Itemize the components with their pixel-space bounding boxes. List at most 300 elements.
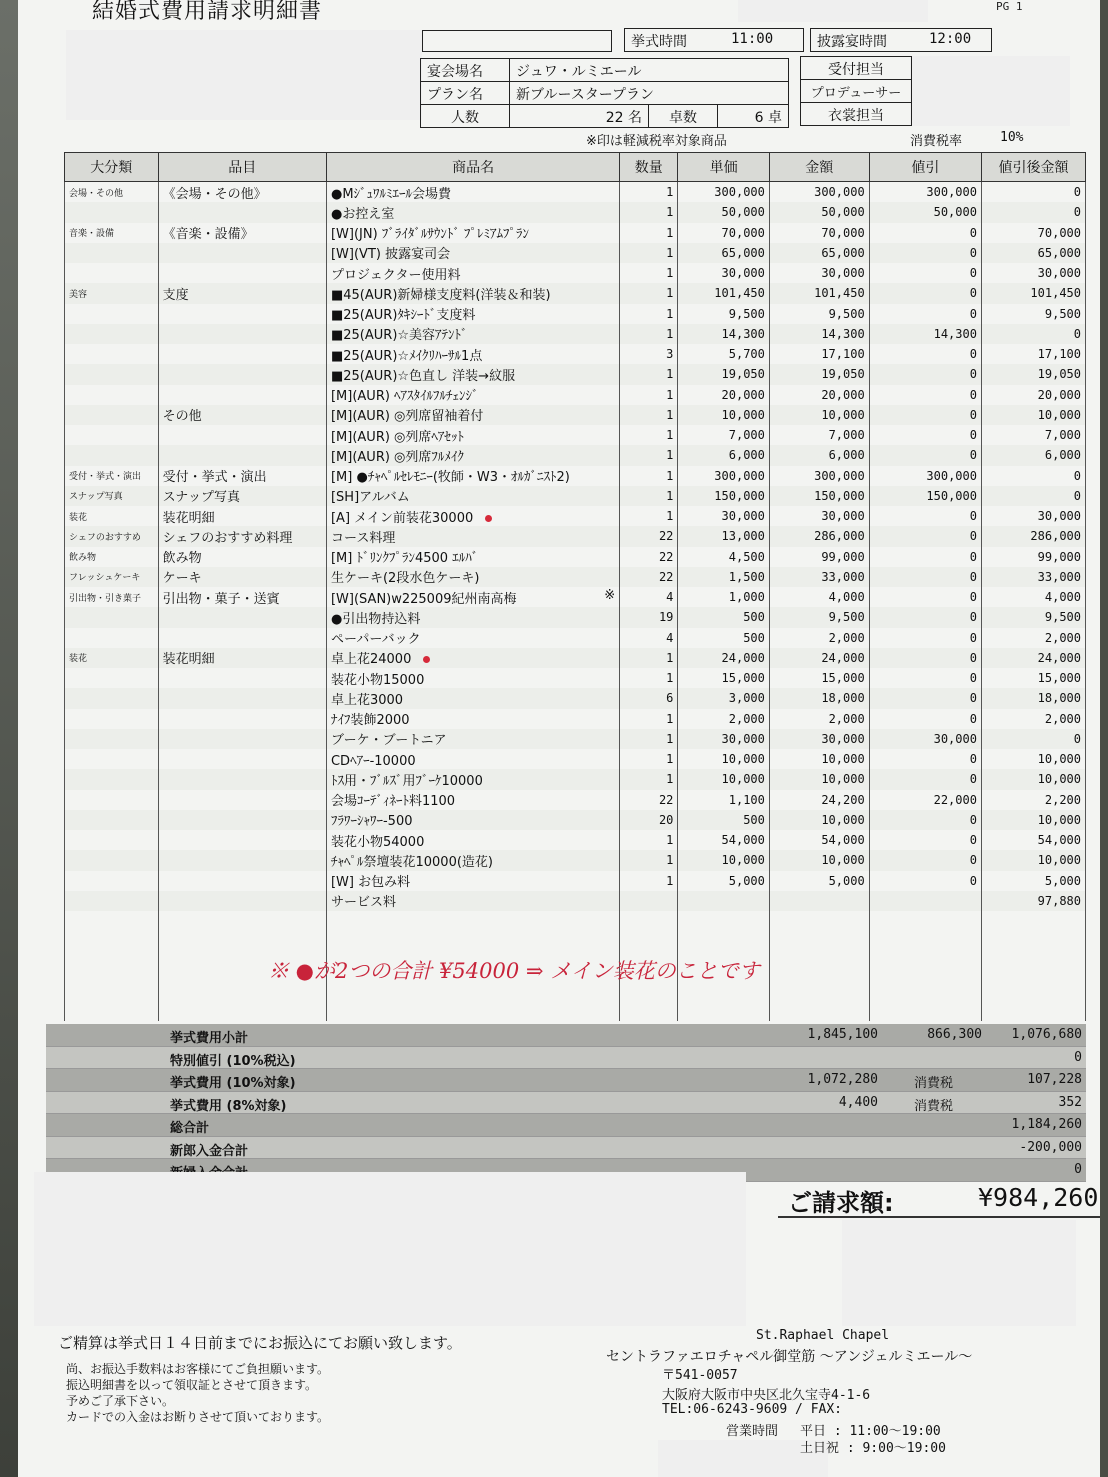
blank-cell [981,911,1085,933]
blank-box [422,30,612,52]
page-number: PG 1 [996,0,1023,13]
row-item [158,850,326,870]
row-net: 4,000 [981,587,1085,607]
row-net: 10,000 [981,749,1085,769]
row-product: [W](VT) 披露宴司会 [326,243,619,263]
row-net: 33,000 [981,567,1085,587]
row-qty: 1 [620,850,678,870]
row-qty: 4 [620,587,678,607]
venue-value: ジュワ・ルミエール [509,58,789,82]
row-product: コース料理 [326,526,619,546]
blank-cell [869,977,981,999]
row-net: 18,000 [981,688,1085,708]
row-category [65,405,159,425]
col-header-amount: 金額 [769,153,869,182]
row-net: 17,100 [981,344,1085,364]
blank-cell [981,933,1085,955]
row-amount: 24,200 [769,790,869,810]
row-item [158,304,326,324]
row-discount: 0 [869,547,981,567]
row-unit-price: 7,000 [678,425,769,445]
cost8-row [46,1092,1086,1115]
row-unit-price: 10,000 [678,749,769,769]
row-amount: 18,000 [769,688,869,708]
row-amount: 9,500 [769,607,869,627]
row-qty: 1 [620,830,678,850]
blank-cell [769,977,869,999]
row-product: ■25(AUR)☆ﾒｲｸﾘﾊｰｻﾙ1点 [326,344,619,364]
row-amount [769,891,869,911]
row-amount: 24,000 [769,648,869,668]
tax-rate-label: 消費税率 [910,134,963,149]
table-row [65,688,1086,708]
cost10-tax-label: 消費税 [914,1076,954,1091]
blank-cell [620,933,678,955]
row-qty: 1 [620,304,678,324]
row-net: 99,000 [981,547,1085,567]
row-category [65,729,159,749]
row-qty: 19 [620,607,678,627]
blank-cell [981,999,1085,1021]
special-discount-value: 0 [1074,1049,1082,1065]
row-unit-price [678,891,769,911]
row-item [158,769,326,789]
row-qty: 1 [620,648,678,668]
row-net: 10,000 [981,405,1085,425]
row-net: 286,000 [981,526,1085,546]
row-category: 装花 [65,648,159,668]
grand-total-value: 1,184,260 [1011,1117,1082,1132]
groom-payment-value: -200,000 [1019,1139,1082,1155]
row-product: ペーパーバック [326,628,619,648]
row-qty: 1 [620,445,678,465]
reception-time-label: 披露宴時間 [817,34,887,50]
row-amount: 70,000 [769,223,869,243]
row-discount: 22,000 [869,790,981,810]
row-discount: 14,300 [869,324,981,344]
row-qty: 1 [620,202,678,222]
table-row [65,385,1086,405]
row-discount: 0 [869,871,981,891]
row-qty: 22 [620,547,678,567]
redacted-customer-block [34,1172,746,1326]
row-product: ﾅｲﾌ装飾2000 [326,709,619,729]
row-amount: 30,000 [769,729,869,749]
row-category [65,202,159,222]
row-category: 装花 [65,506,159,526]
row-item [158,385,326,405]
row-product: [W] お包み料 [326,871,619,891]
row-discount: 30,000 [869,729,981,749]
col-header-net: 値引後金額 [981,153,1085,182]
row-item: 引出物・菓子・送賓 [158,587,326,607]
row-amount: 300,000 [769,466,869,486]
blank-cell [65,999,159,1021]
row-net: 9,500 [981,304,1085,324]
blank-cell [869,911,981,933]
row-item [158,324,326,344]
row-item [158,243,326,263]
row-product: 装花小物54000 [326,830,619,850]
row-amount: 10,000 [769,769,869,789]
red-dot-icon [423,656,430,663]
row-net: 20,000 [981,385,1085,405]
row-amount: 5,000 [769,871,869,891]
row-category: 引出物・引き菓子 [65,587,159,607]
row-category [65,810,159,830]
row-amount: 2,000 [769,709,869,729]
row-net: 101,450 [981,283,1085,303]
redacted-stamp-block [842,1220,1076,1326]
row-net: 19,050 [981,364,1085,384]
row-unit-price: 20,000 [678,385,769,405]
table-row [65,891,1086,911]
row-product: [W](JN) ﾌﾞﾗｲﾀﾞﾙｻｳﾝﾄﾞ ﾌﾟﾚﾐｱﾑﾌﾟﾗﾝ [326,223,619,243]
row-net: 10,000 [981,850,1085,870]
row-amount: 30,000 [769,506,869,526]
row-item [158,364,326,384]
row-discount: 50,000 [869,202,981,222]
blank-row [65,999,1086,1021]
row-amount: 14,300 [769,324,869,344]
row-item: 装花明細 [158,648,326,668]
row-unit-price: 500 [678,810,769,830]
tables-label: 卓数 [648,104,718,128]
table-row [65,223,1086,243]
table-row [65,445,1086,465]
row-product: ﾌﾗﾜｰｼｬﾜｰ-500 [326,810,619,830]
cost10-tax: 107,228 [1027,1072,1082,1087]
table-row [65,810,1086,830]
row-qty: 1 [620,425,678,445]
row-net: 5,000 [981,871,1085,891]
row-amount: 10,000 [769,405,869,425]
cost8-tax: 352 [1058,1094,1082,1110]
row-unit-price: 70,000 [678,223,769,243]
row-qty: 1 [620,668,678,688]
col-header-category: 大分類 [65,153,159,182]
blank-cell [981,955,1085,977]
table-row [65,243,1086,263]
table-row [65,830,1086,850]
table-row [65,344,1086,364]
row-category [65,749,159,769]
row-category [65,263,159,283]
row-product: [M] ﾄﾞﾘﾝｸﾌﾟﾗﾝ4500 ｴﾙﾊﾞ [326,547,619,567]
invoice-sheet [18,0,1100,1477]
row-discount: 0 [869,223,981,243]
special-discount-label: 特別値引 (10%税込) [170,1053,296,1069]
tax-rate-value: 10% [1000,130,1024,145]
row-product: [A] メイン前装花30000 [326,506,619,526]
row-discount: 0 [869,830,981,850]
plan-value: 新ブルースタープラン [509,81,789,105]
row-qty: 3 [620,344,678,364]
blank-cell [326,911,619,933]
row-discount: 0 [869,587,981,607]
groom-payment-row [46,1137,1086,1160]
row-item: シェフのおすすめ料理 [158,526,326,546]
row-product: CDﾍｱｰ-10000 [326,749,619,769]
row-net: 30,000 [981,506,1085,526]
invoice-total-label: ご請求額: [788,1189,894,1217]
row-net: 15,000 [981,668,1085,688]
row-qty: 1 [620,263,678,283]
row-discount: 0 [869,526,981,546]
row-category: シェフのおすすめ [65,526,159,546]
row-product: [W](SAN)w225009紀州南高梅 ※ [326,587,619,607]
summary-block [46,1024,1086,1182]
row-unit-price: 13,000 [678,526,769,546]
table-row [65,324,1086,344]
row-item: 《音楽・設備》 [158,223,326,243]
col-header-item: 品目 [158,153,326,182]
row-product: ■45(AUR)新婦様支度料(洋装＆和装) [326,283,619,303]
blank-cell [326,999,619,1021]
producer-label: プロデューサー [800,79,912,103]
row-item [158,709,326,729]
row-discount: 0 [869,648,981,668]
row-discount: 0 [869,425,981,445]
row-unit-price: 30,000 [678,263,769,283]
row-item [158,628,326,648]
row-amount: 17,100 [769,344,869,364]
row-item: ケーキ [158,567,326,587]
row-product: 卓上花24000 [326,648,619,668]
table-row [65,567,1086,587]
row-net: 2,200 [981,790,1085,810]
row-unit-price: 65,000 [678,243,769,263]
row-category [65,628,159,648]
row-net: 0 [981,729,1085,749]
table-row [65,425,1086,445]
row-item [158,445,326,465]
row-discount: 0 [869,688,981,708]
row-category [65,668,159,688]
grand-total-row [46,1114,1086,1137]
row-net: 10,000 [981,769,1085,789]
row-category: 受付・挙式・演出 [65,466,159,486]
row-product: [M](AUR) ◎列席留袖着付 [326,405,619,425]
row-category: 会場・その他 [65,182,159,203]
row-category: 飲み物 [65,547,159,567]
row-qty: 1 [620,223,678,243]
row-unit-price: 54,000 [678,830,769,850]
reception-staff-label: 受付担当 [800,56,912,80]
row-category [65,445,159,465]
cost8-amount: 4,400 [838,1094,878,1110]
row-qty: 22 [620,526,678,546]
row-qty: 1 [620,466,678,486]
table-row [65,304,1086,324]
row-discount: 300,000 [869,466,981,486]
blank-row [65,933,1086,955]
row-item [158,263,326,283]
row-category [65,344,159,364]
row-discount: 0 [869,344,981,364]
chapel-name-en: St.Raphael Chapel [756,1328,890,1343]
row-net: 24,000 [981,648,1085,668]
ceremony-time-value: 11:00 [731,31,774,47]
handwritten-note: ※ ●が2つの合計 ¥54000 ⇒ メイン装花のことです [268,959,760,983]
table-row [65,466,1086,486]
notice-line-2: 振込明細書を以って領収証とさせて頂きます。 [66,1378,318,1392]
blank-cell [869,955,981,977]
row-qty: 1 [620,506,678,526]
row-unit-price: 5,000 [678,871,769,891]
row-unit-price: 15,000 [678,668,769,688]
row-product: 生ケーキ(2段水色ケーキ) [326,567,619,587]
document-title: 結婚式費用請求明細書 [92,0,323,24]
row-discount: 0 [869,769,981,789]
row-qty: 1 [620,324,678,344]
invoice-total-value: ¥984,260 [978,1183,1099,1212]
row-product: [SH]アルバム [326,486,619,506]
groom-payment-label: 新郎入金合計 [170,1143,249,1159]
table-row [65,628,1086,648]
notice-line-4: カードでの入金はお断りさせて頂いております。 [66,1410,330,1424]
detail-table [64,152,1086,1021]
costume-staff-label: 衣裳担当 [800,102,912,126]
postal-code: 〒541-0057 [662,1368,738,1383]
chapel-name-ja: セントラファエロチャペル御堂筋 〜アンジェルミエール〜 [606,1349,973,1365]
blank-cell [769,933,869,955]
row-amount: 101,450 [769,283,869,303]
row-amount: 30,000 [769,263,869,283]
row-unit-price: 500 [678,628,769,648]
row-amount: 33,000 [769,567,869,587]
row-item [158,729,326,749]
table-row [65,648,1086,668]
row-item: その他 [158,405,326,425]
subtotal-after: 1,076,680 [1011,1027,1082,1042]
row-qty [620,891,678,911]
row-discount: 0 [869,668,981,688]
cost8-tax-label: 消費税 [914,1098,954,1114]
row-qty: 1 [620,405,678,425]
row-product: 会場ｺｰﾃﾞｨﾈｰﾄ料1100 [326,790,619,810]
table-row [65,668,1086,688]
table-row [65,263,1086,283]
cost10-amount: 1,072,280 [807,1072,878,1087]
row-amount: 54,000 [769,830,869,850]
row-amount: 19,050 [769,364,869,384]
row-qty: 4 [620,628,678,648]
row-category [65,324,159,344]
row-unit-price: 10,000 [678,405,769,425]
row-product: [M](AUR) ◎列席ﾌﾙﾒｲｸ [326,445,619,465]
row-qty: 6 [620,688,678,708]
row-item: 装花明細 [158,506,326,526]
row-item [158,749,326,769]
row-category: 美容 [65,283,159,303]
table-row [65,871,1086,891]
row-net: 70,000 [981,223,1085,243]
row-unit-price: 500 [678,607,769,627]
subtotal-row [46,1024,1086,1047]
address: 大阪府大阪市中央区北久宝寺4-1-6 [662,1388,871,1403]
row-product: 装花小物15000 [326,668,619,688]
reception-time-value: 12:00 [929,31,972,47]
reception-time-box [810,28,992,52]
row-unit-price: 4,500 [678,547,769,567]
row-amount: 65,000 [769,243,869,263]
row-category [65,769,159,789]
row-net: 9,500 [981,607,1085,627]
row-net: 2,000 [981,628,1085,648]
row-net: 7,000 [981,425,1085,445]
table-row [65,364,1086,384]
row-amount: 6,000 [769,445,869,465]
row-amount: 150,000 [769,486,869,506]
row-unit-price: 2,000 [678,709,769,729]
background-edge [0,0,18,1477]
row-category [65,425,159,445]
row-net: 54,000 [981,830,1085,850]
blank-cell [65,955,159,977]
row-item: スナップ写真 [158,486,326,506]
subtotal-label: 挙式費用小計 [170,1031,249,1046]
row-item [158,871,326,891]
cost10-row [46,1069,1086,1092]
table-row [65,587,1086,607]
row-category [65,304,159,324]
row-qty: 22 [620,790,678,810]
row-qty: 1 [620,709,678,729]
blank-cell [158,999,326,1021]
table-row [65,749,1086,769]
row-qty: 1 [620,182,678,203]
row-unit-price: 1,500 [678,567,769,587]
total-underline [778,1216,1100,1218]
blank-cell [65,977,159,999]
redacted-name-block [66,30,422,120]
row-item [158,668,326,688]
blank-cell [620,999,678,1021]
blank-cell [158,911,326,933]
row-item [158,202,326,222]
redacted-staff-names [910,56,1070,126]
row-unit-price: 30,000 [678,729,769,749]
table-row [65,486,1086,506]
row-unit-price: 150,000 [678,486,769,506]
cost8-label: 挙式費用 (8%対象) [170,1098,287,1114]
people-value: 22 名 [509,104,649,128]
row-unit-price: 19,050 [678,364,769,384]
row-discount: 0 [869,567,981,587]
row-net: 2,000 [981,709,1085,729]
row-net: 10,000 [981,810,1085,830]
row-product: ●引出物持込料 [326,607,619,627]
row-item: 支度 [158,283,326,303]
row-amount: 10,000 [769,850,869,870]
row-qty: 1 [620,871,678,891]
row-discount: 0 [869,243,981,263]
table-row [65,526,1086,546]
blank-cell [158,933,326,955]
row-net: 0 [981,182,1085,203]
row-product: ■25(AUR)☆美容ｱﾃﾝﾄﾞ [326,324,619,344]
row-item [158,830,326,850]
blank-cell [869,999,981,1021]
row-product: ブーケ・ブートニア [326,729,619,749]
table-row [65,790,1086,810]
row-item [158,344,326,364]
row-qty: 1 [620,243,678,263]
blank-cell [620,911,678,933]
table-header-row [65,153,1086,182]
row-amount: 7,000 [769,425,869,445]
